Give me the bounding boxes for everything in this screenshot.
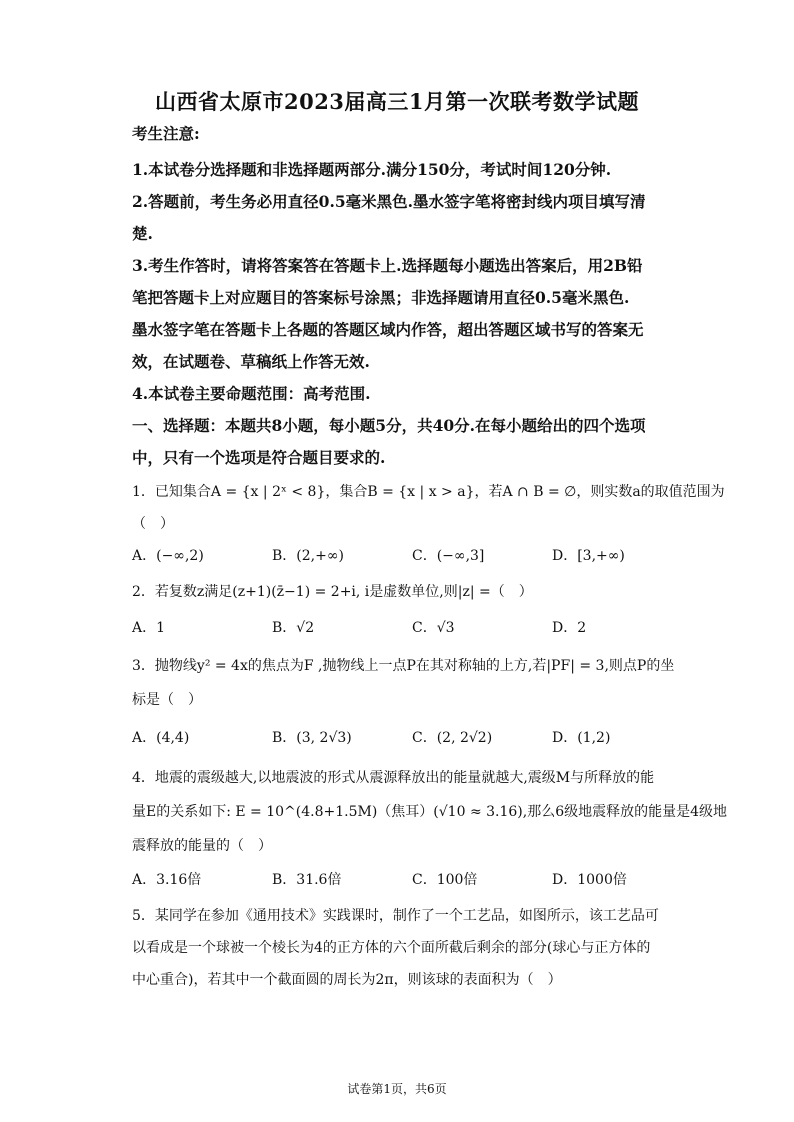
question-4-option-b: B．31.6倍 bbox=[272, 872, 342, 888]
section-heading: 一、选择题：本题共8小题，每小题5分，共40分.在每小题给出的四个选项 bbox=[132, 416, 646, 435]
notice-line: 3.考生作答时，请将答案答在答题卡上.选择题每小题选出答案后，用2B铅 bbox=[132, 256, 643, 275]
question-2-option-b: B．√2 bbox=[272, 620, 315, 636]
page-footer: 试卷第1页，共6页 bbox=[347, 1082, 447, 1096]
question-4-text: 震释放的能量的（ ） bbox=[132, 838, 272, 854]
question-3-option-a: A．(4,4) bbox=[132, 730, 190, 746]
question-4-option-c: C．100倍 bbox=[412, 872, 478, 888]
exam-title: 山西省太原市2023届高三1月第一次联考数学试题 bbox=[154, 89, 640, 114]
notice-line: 4.本试卷主要命题范围：高考范围. bbox=[132, 384, 371, 403]
question-3-option-d: D．(1,2) bbox=[552, 730, 611, 746]
question-3-text: 3．抛物线y² = 4x的焦点为F ,抛物线上一点P在其对称轴的上方,若|PF| = 3,则点P的坐 bbox=[132, 658, 675, 674]
question-1-option-d: D．[3,+∞) bbox=[552, 548, 625, 564]
question-1-text: （ ） bbox=[132, 516, 174, 532]
question-1-option-c: C．(−∞,3] bbox=[412, 548, 485, 564]
section-heading: 中，只有一个选项是符合题目要求的. bbox=[132, 448, 386, 467]
question-3-option-b: B．(3, 2√3) bbox=[272, 730, 352, 746]
question-2-text: 2．若复数z满足(z+1)(z̄−1) = 2+i, i是虚数单位,则|z| =（ ） bbox=[132, 584, 533, 600]
question-2-option-a: A．1 bbox=[132, 620, 166, 636]
question-1-option-a: A．(−∞,2) bbox=[132, 548, 204, 564]
question-2-option-d: D．2 bbox=[552, 620, 587, 636]
question-5-text: 以看成是一个球被一个棱长为4的正方体的六个面所截后剩余的部分(球心与正方体的 bbox=[132, 940, 651, 956]
question-5-text: 5．某同学在参加《通用技术》实践课时，制作了一个工艺品，如图所示，该工艺品可 bbox=[132, 908, 659, 924]
question-3-option-c: C．(2, 2√2) bbox=[412, 730, 493, 746]
question-4-text: 量E的关系如下: E = 10^(4.8+1.5M)（焦耳）(√10 ≈ 3.16),那么6级地震释放的能量是4级地 bbox=[132, 804, 728, 820]
notice-line: 墨水签字笔在答题卡上各题的答题区域内作答，超出答题区域书写的答案无 bbox=[132, 320, 644, 339]
question-3-text: 标是（ ） bbox=[132, 692, 202, 708]
question-4-option-a: A．3.16倍 bbox=[132, 872, 202, 888]
question-4-text: 4．地震的震级越大,以地震波的形式从震源释放出的能量就越大,震级M与所释放的能 bbox=[132, 770, 655, 786]
question-4-option-d: D．1000倍 bbox=[552, 872, 627, 888]
question-2-option-c: C．√3 bbox=[412, 620, 455, 636]
question-1-text: 1．已知集合A = {x | 2ˣ < 8}，集合B = {x | x > a}，若A ∩ B = ∅，则实数a的取值范围为 bbox=[132, 484, 725, 500]
notice-line: 笔把答题卡上对应题目的答案标号涂黑；非选择题请用直径0.5毫米黑色. bbox=[132, 288, 630, 307]
notice-line: 楚. bbox=[132, 224, 153, 243]
notice-line: 1.本试卷分选择题和非选择题两部分.满分150分，考试时间120分钟. bbox=[132, 160, 612, 179]
notice-heading: 考生注意: bbox=[132, 124, 200, 143]
notice-line: 2.答题前，考生务必用直径0.5毫米黑色.墨水签字笔将密封线内项目填写清 bbox=[132, 192, 646, 211]
question-5-text: 中心重合)，若其中一个截面圆的周长为2π，则该球的表面积为（ ） bbox=[132, 972, 562, 988]
question-1-option-b: B．(2,+∞) bbox=[272, 548, 344, 564]
notice-line: 效，在试题卷、草稿纸上作答无效. bbox=[132, 352, 370, 371]
